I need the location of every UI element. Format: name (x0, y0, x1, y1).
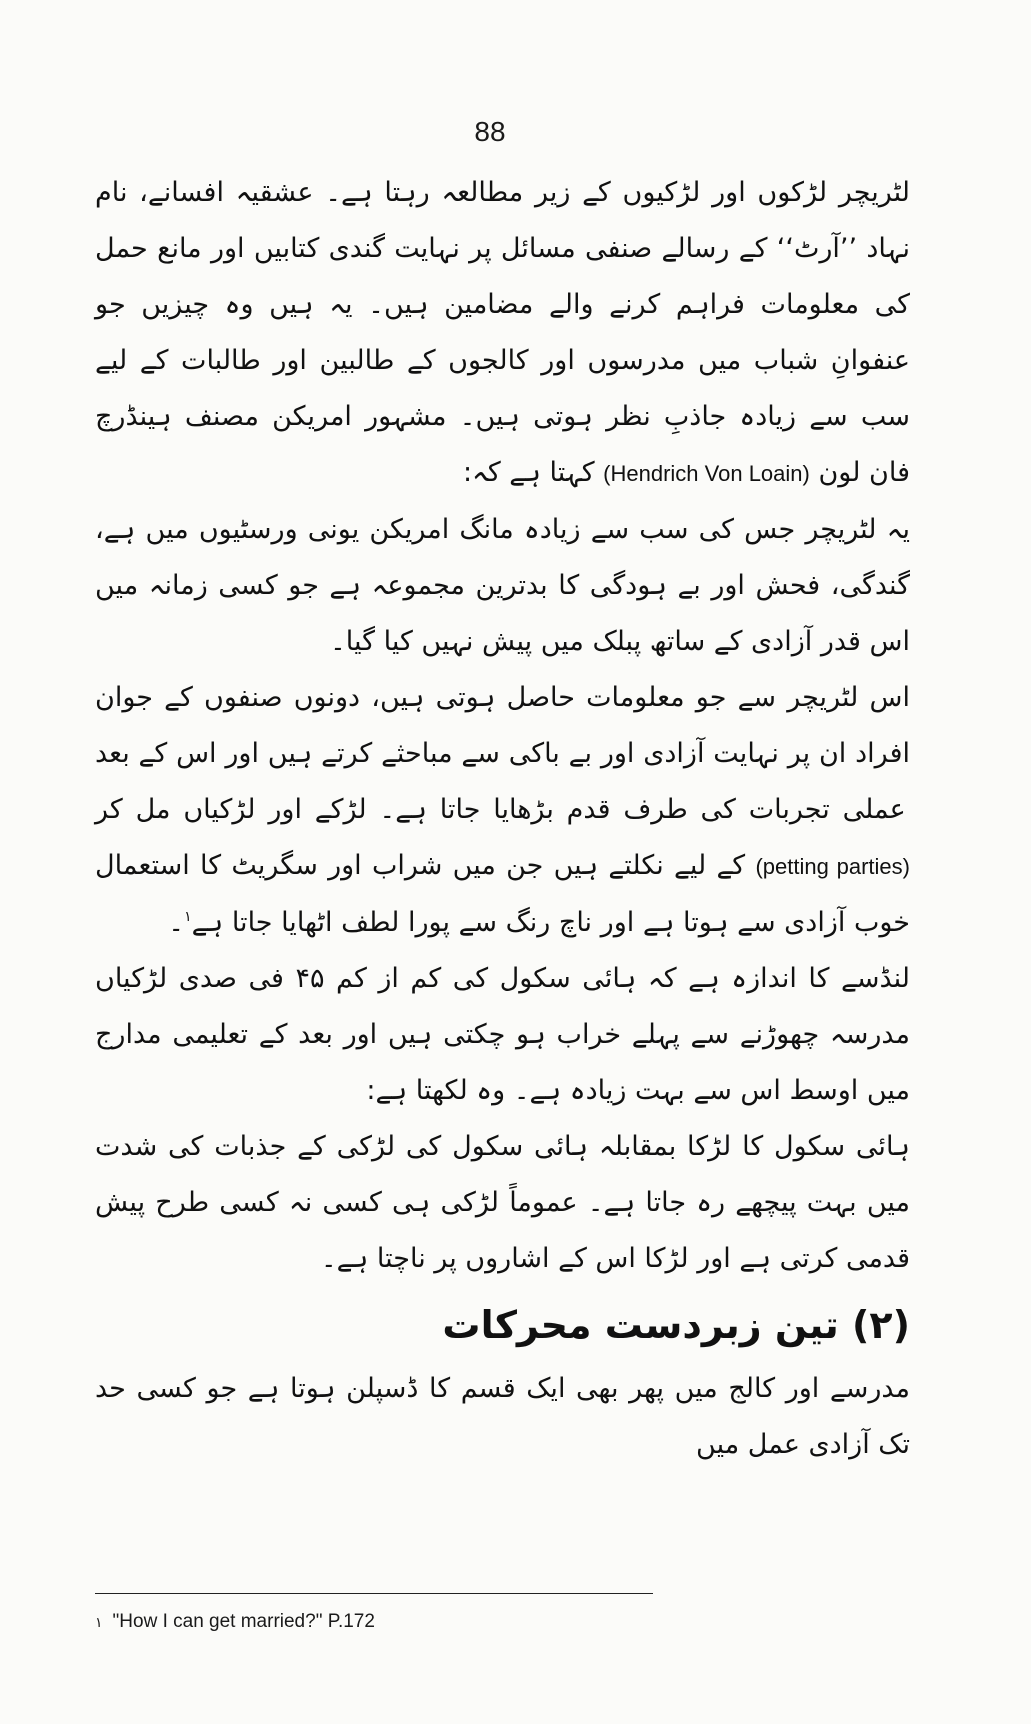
quotation-2 (95, 1119, 910, 1287)
footnote-divider (95, 1593, 653, 1594)
quotation-1 (95, 502, 910, 670)
quotation-text: یہ لٹریچر جس کی سب سے زیادہ مانگ امریکن یونی ورسٹیوں میں ہے، گندگی، فحش اور بے ہودگی کا بدترین مجموعہ ہے جو کسی زمانہ میں اس قدر آزادی کے ساتھ پبلک میں پیش نہیں کیا گیا۔ (95, 514, 910, 657)
paragraph-text: لٹریچر لڑکوں اور لڑکیوں کے زیر مطالعہ رہتا ہے۔ عشقیہ افسانے، نام نہاد ’’آرٹ‘‘ کے رسالے صنفی مسائل پر نہایت گندی کتابیں اور مانع حمل کی معلومات فراہم کرنے والے مضامین ہیں۔ یہ ہیں وہ چیزیں جو عنفوانِ شباب میں مدرسوں اور کالجوں کے طالبین اور طالبات کے لیے سب سے زیادہ جاذبِ نظر ہوتی ہیں۔ مشہور امریکن مصنف ہینڈرچ فان لون (95, 177, 910, 488)
paragraph-1 (95, 165, 910, 502)
closing-paragraph (95, 1361, 910, 1473)
paragraph-text: کہتا ہے کہ: (462, 457, 595, 488)
footnote (95, 1611, 375, 1633)
footnote-text: "How I can get married?" P.172 (112, 1611, 375, 1632)
body-text (95, 165, 910, 1473)
author-name-latin: (Hendrich Von Loain) (603, 461, 810, 486)
paragraph-text: مدرسے اور کالج میں پھر بھی ایک قسم کا ڈسپلن ہوتا ہے جو کسی حد تک آزادی عمل میں (95, 1373, 910, 1460)
paragraph-2 (95, 670, 910, 951)
paragraph-text: لنڈسے کا اندازہ ہے کہ ہائی سکول کی کم از کم ۴۵ فی صدی لڑکیاں مدرسہ چھوڑنے سے پہلے خراب ہو چکتی ہیں اور بعد کے تعلیمی مدارج میں اوسط اس سے بہت زیادہ ہے۔ وہ لکھتا ہے: (95, 963, 910, 1106)
page-number: 88 (474, 116, 506, 147)
paragraph-text: ۔ (168, 907, 185, 938)
quotation-text: ہائی سکول کا لڑکا بمقابلہ ہائی سکول کی لڑکی کے جذبات کی شدت میں بہت پیچھے رہ جاتا ہے۔ عموماً لڑکی ہی کسی نہ کسی طرح پیش قدمی کرتی ہے اور لڑکا اس کے اشاروں پر ناچتا ہے۔ (95, 1131, 910, 1274)
paragraph-3 (95, 951, 910, 1119)
paragraph-text: اس لٹریچر سے جو معلومات حاصل ہوتی ہیں، دونوں صنفوں کے جوان افراد ان پر نہایت آزادی اور بے باکی سے مباحثے کرتے ہیں اور اس کے بعد عملی تجربات کی طرف قدم بڑھایا جاتا ہے۔ لڑکے اور لڑکیاں مل کر (95, 682, 910, 825)
footnote-marker[interactable]: ۱ (184, 909, 192, 925)
paragraph-text: کے لیے نکلتے ہیں جن میں شراب اور سگریٹ کا استعمال خوب آزادی سے ہوتا ہے اور ناچ رنگ سے پورا لطف اٹھایا جاتا ہے (95, 850, 910, 938)
footnote-number: ۱ (95, 1614, 103, 1630)
english-term: (petting parties) (755, 854, 910, 879)
section-heading: (۲) تین زبردست محرکات (442, 1303, 910, 1347)
